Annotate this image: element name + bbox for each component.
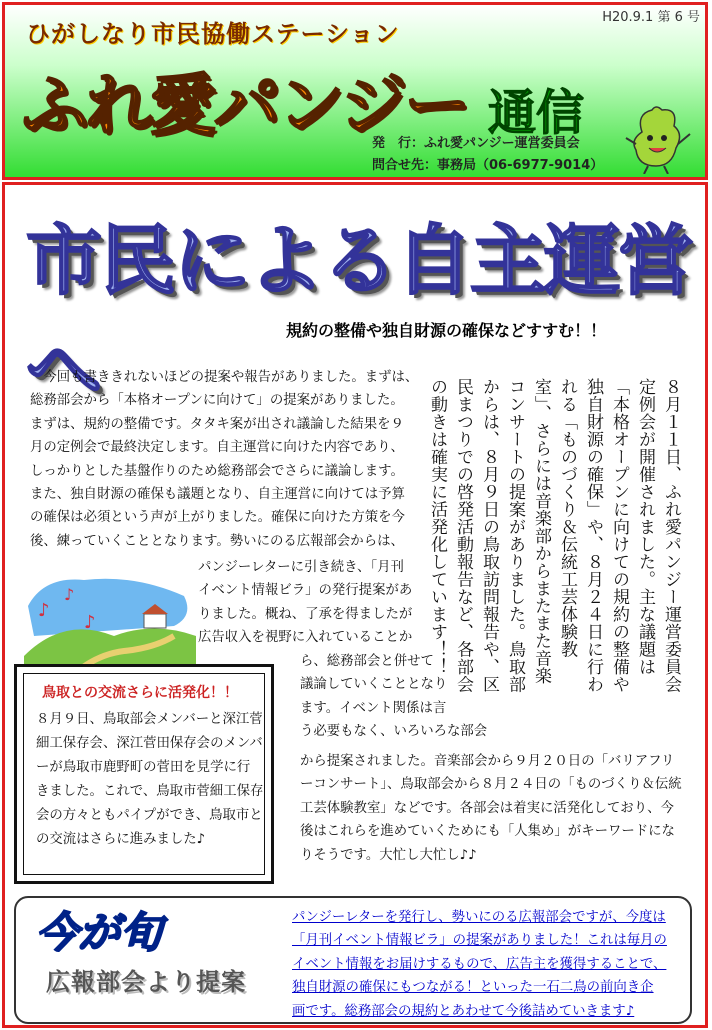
vertical-article-text: ８月１１日、ふれ愛パンジー運営委員会定例会が開催されました。主な議題は「本格オープンに向けての規約の整備や独自財源の確保」や、８月２４日に行われる「ものづくり＆伝統工芸体験教室」、さらには音楽部からまたまた音楽コンサートの提案がありました。鳥取部からは、８月９日の鳥取訪問報告や、区民まつりでの啓発活動報告など、各部会の動きは確実に活発化しています！！ [427,378,681,693]
article-paragraph: 今回も書ききれないほどの提案や報告がありました。まずは、 総務部会から「本格オープンに向けて」の提案がありました。 まずは、規約の整備です。タタキ案が出され議論した結果を９ 月の定例会で最終決定します。自主運営に向けた内容であり、 しっかりとした基盤作りのため総務部会でさらに議論します。 また、独自財源の確保も議題となり、自主運営に向けては予算 の確保は必須という声が上がりました。確保に向けた方策を今 後、練っていくこととなります。勢いにのる広報部会からは、 [30,370,419,549]
contact-line: 問合せ先：事務局（06-6977-9014） [372,158,604,173]
article-paragraph-end: から提案されました。音楽部会から９月２０日の「バリアフリ ーコンサート」、鳥取部会から８月２４日の「ものづくり＆伝統 工芸体験教室」などです。各部会は着実に活発化しており、今 後はこれらを進めていくためにも「人集め」がキーワードにな りそうです。大忙し大忙し♪♪ [300,754,682,863]
article-paragraph-wrap: パンジーレターに引き続き、「月刊 イベント情報ビラ」の発行提案があ りました。概ね、了承を得ましたが 広告収入を視野に入れていることか [198,560,413,646]
svg-text:♪: ♪ [38,600,50,621]
newsletter-title-suffix: 通信 [488,85,585,141]
headline: 市民による自主運営へ [26,216,692,414]
newsletter-title: ふれ愛パンジー [22,67,469,144]
tottori-inner-border [23,673,265,875]
pansy-mascot-icon [622,104,696,174]
tottori-news-box [14,664,274,884]
publisher-line: 発 行：ふれ愛パンジー運営委員会 [372,136,580,151]
svg-text:♪: ♪ [64,585,75,604]
organization-name: ひがしなり市民協働ステーション [26,20,400,48]
issue-number: H20.9.1 第 6 号 [602,10,700,25]
feature-subtitle: 広報部会より提案 [46,968,246,996]
vertical-column [427,378,684,700]
feature-text: パンジーレターを発行し、勢いにのる広報部会ですが、今度は 「月刊イベント情報ビラ」の提案がありました！これは毎月の イベント情報をお届けするもので、広告主を獲得することで、 独自財源の確保にもつながる！といった一石二鳥の前向き企 画です。総務部会の規約とあわせて今後詰めていきます♪ [292,910,667,1019]
svg-text:♪: ♪ [84,612,96,633]
tottori-body: ８月９日、鳥取部会メンバーと深江菅 細工保存会、深江菅田保存会のメンバ ーが鳥取市鹿野町の菅田を見学に行 きました。これで、鳥取市菅細工保存 会の方々ともパイプができ、鳥取市と の交流はさらに進みました♪ [36,712,264,847]
tottori-title: 鳥取との交流さらに活発化！！ [42,685,238,701]
article-paragraph-wrap-2: ら、総務部会と併せて 議論していくこととなり ます。イベント関係は言 う必要もなく、いろいろな部会 [300,654,488,740]
subheadline: 規約の整備や独自財源の確保などすすむ！！ [286,321,607,340]
feature-title: 今が旬 [36,908,163,957]
